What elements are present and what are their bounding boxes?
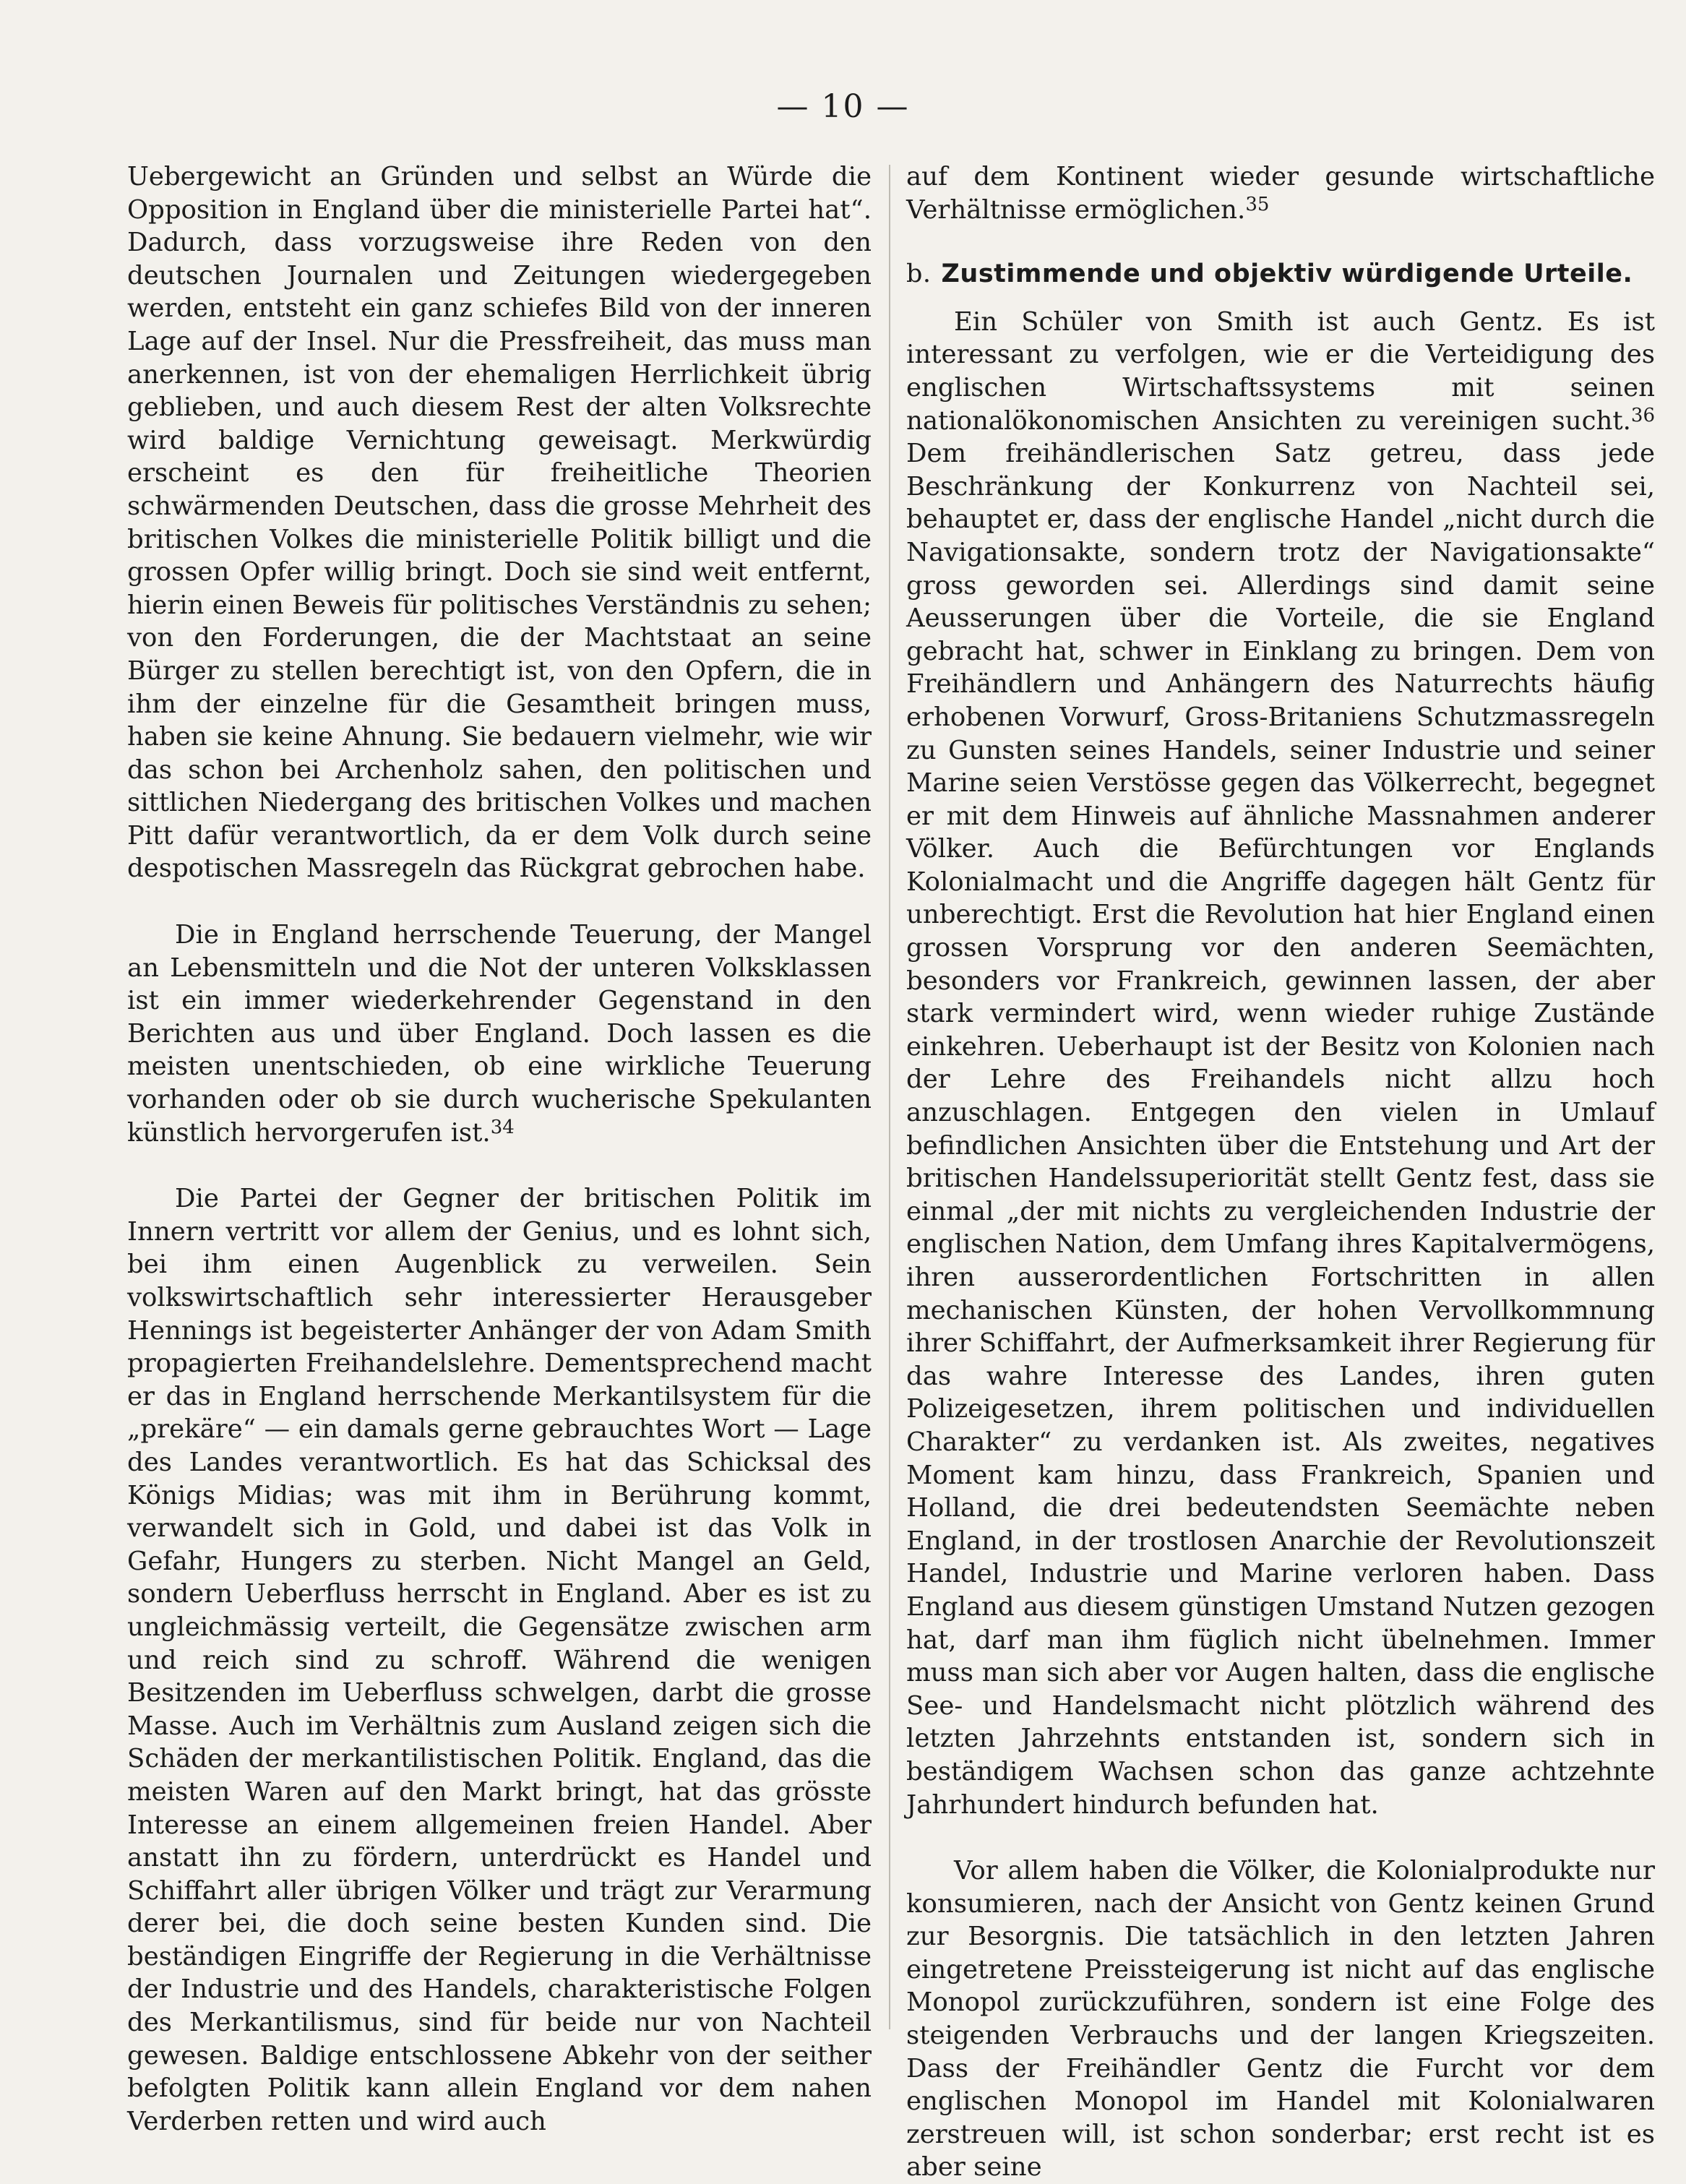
paragraph-text: Dem freihändlerischen Satz getreu, dass jede Beschränkung der Konkurrenz von Nachteil sei, behauptet er, dass der englische Handel „nicht durch die Navigationsakte, sondern trotz der Navigationsakte“ gross geworden sei. Allerdings sind damit seine Aeusserungen über die Vorteile, die sie England gebracht hat, schwer in Einklang zu bringen. Dem von Freihändlern und Anhängern des Naturrechts häufig erhobenen Vorwurf, Gross-Britaniens Schutzmassregeln zu Gunsten seines Handels, seiner Industrie und seiner Marine seien Verstösse gegen das Völkerrecht, begegnet er mit dem Hinweis auf ähnliche Massnahmen anderer Völker. Auch die Befürchtungen vor Englands Kolonialmacht und die Angriffe dagegen hält Gentz für unberechtigt. Erst die Revolution hat hier England einen grossen Vorsprung vor den anderen Seemächten, besonders vor Frankreich, gewinnen lassen, der aber stark vermindert wird, wenn wieder ruhige Zustände einkehren. Ueberhaupt ist der Besitz von Kolonien nach der Lehre des Freihandels nicht allzu hoch anzuschlagen. Entgegen den vielen in Umlauf befindlichen Ansichten über die Entstehung und Art der britischen Handelssuperiorität stellt Gentz fest, dass sie einmal „der mit nichts zu vergleichenden Industrie der englischen Nation, dem Umfang ihres Kapitalvermögens, ihren ausserordentlichen Fortschritten in allen mechanischen Künsten, der hohen Vervollkommnung ihrer Schiffahrt, der Aufmerksamkeit ihrer Regierung für das wahre Interesse des Landes, ihren guten Polizeigesetzen, ihrem politischen und individuellen Charakter“ zu verdanken ist. Als zweites, negatives Moment kam hinzu, dass Frankreich, Spanien und Holland, die drei bedeutendsten Seemächte neben England, in der trostlosen Anarchie der Revolutionszeit Handel, Industrie und Marine verloren haben. Dass England aus diesem günstigen Umstand Nutzen gezogen hat, darf man ihm füglich nicht übelnehmen. Immer muss man sich aber vor Augen halten, dass die englische See- und Handelsmacht nicht plötzlich während des letzten Jahrzehnts entstanden ist, sondern sich in beständigem Wachsen schon das ganze achtzehnte Jahrhundert hindurch befunden hat.: [906, 439, 1655, 1820]
paragraph: [127, 1182, 872, 2138]
paragraph-text: Vor allem haben die Völker, die Kolonialprodukte nur konsumieren, nach der Ansicht von Gentz keinen Grund zur Besorgnis. Die tatsächlich in den letzten Jahren eingetretene Preissteigerung ist nicht auf das englische Monopol zurückzuführen, sondern ist eine Folge des steigenden Verbrauchs und der langen Kriegszeiten. Dass der Freihändler Gentz die Furcht vor dem englischen Monopol im Handel mit Kolonialwaren zerstreuen will, ist schon sonderbar; erst recht ist es aber seine: [906, 1856, 1655, 2183]
footnote-marker: 34: [490, 1116, 515, 1138]
section-heading: [906, 258, 1655, 291]
paragraph-text: Die in England herrschende Teuerung, der Mangel an Lebensmitteln und die Not der unteren Volksklassen ist ein immer wiederkehrender Gegenstand in den Berichten aus und über England. Doch lassen es die meisten unentschieden, ob eine wirkliche Teuerung vorhanden oder ob sie durch wucherische Spekulanten künstlich hervorgerufen ist.: [127, 920, 872, 1148]
section-title: Zustimmende und objektiv würdigende Urteile.: [941, 259, 1633, 289]
paragraph: [127, 160, 872, 885]
paragraph-text: Die Partei der Gegner der britischen Politik im Innern vertritt vor allem der Genius, und es lohnt sich, bei ihm einen Augenblick zu verweilen. Sein volkswirtschaftlich sehr interessierter Herausgeber Hennings ist begeisterter Anhänger der von Adam Smith propagierten Freihandelslehre. Dementsprechend macht er das in England herrschende Merkantilsystem für die „prekäre“ — ein damals gerne gebrauchtes Wort — Lage des Landes verantwortlich. Es hat das Schicksal des Königs Midias; was mit ihm in Berührung kommt, verwandelt sich in Gold, und dabei ist das Volk in Gefahr, Hungers zu sterben. Nicht Mangel an Geld, sondern Ueberfluss herrscht in England. Aber es ist zu ungleichmässig verteilt, die Gegensätze zwischen arm und reich sind zu schroff. Während die wenigen Besitzenden im Ueberfluss schwelgen, darbt die grosse Masse. Auch im Verhältnis zum Ausland zeigen sich die Schäden der merkantilistischen Politik. England, das die meisten Waren auf den Markt bringt, hat das grösste Interesse an einem allgemeinen freien Handel. Aber anstatt ihn zu fördern, unterdrückt es Handel und Schiffahrt aller übrigen Völker und trägt zur Verarmung derer bei, die doch seine besten Kunden sind. Die beständigen Eingriffe der Regierung in die Verhältnisse der Industrie und des Handels, charakteristische Folgen des Merkantilismus, sind für beide nur von Nachteil gewesen. Baldige entschlossene Abkehr von der seither befolgten Politik kann allein England vor dem nahen Verderben retten und wird auch: [127, 1184, 872, 2136]
paragraph: [127, 919, 872, 1149]
right-column: [906, 160, 1655, 2184]
column-divider: [889, 165, 890, 2029]
paragraph: [906, 306, 1655, 1821]
left-column: [127, 160, 872, 2138]
page-number: — 10 —: [776, 88, 910, 125]
paragraph: [906, 160, 1655, 226]
footnote-marker: 36: [1630, 404, 1655, 426]
footnote-marker: 35: [1245, 193, 1270, 215]
paragraph-text: Uebergewicht an Gründen und selbst an Würde die Opposition in England über die ministerielle Partei hat“. Dadurch, dass vorzugsweise ihre Reden von den deutschen Journalen und Zeitungen wiedergegeben werden, entsteht ein ganz schiefes Bild von der inneren Lage auf der Insel. Nur die Pressfreiheit, das muss man anerkennen, ist von der ehemaligen Herrlichkeit übrig geblieben, und auch diesem Rest der alten Volksrechte wird baldige Vernichtung geweisagt. Merkwürdig erscheint es den für freiheitliche Theorien schwärmenden Deutschen, dass die grosse Mehrheit des britischen Volkes die ministerielle Politik billigt und die grossen Opfer willig bringt. Doch sie sind weit entfernt, hierin einen Beweis für politisches Verständnis zu sehen; von den Forderungen, die der Machtstaat an seine Bürger zu stellen berechtigt ist, von den Opfern, die in ihm der einzelne für die Gesamtheit bringen muss, haben sie keine Ahnung. Sie bedauern vielmehr, wie wir das schon bei Archenholz sahen, den politischen und sittlichen Niedergang des britischen Volkes und machen Pitt dafür verantwortlich, da er dem Volk durch seine despotischen Massregeln das Rückgrat gebrochen habe.: [127, 162, 872, 884]
paragraph-text: auf dem Kontinent wieder gesunde wirtschaftliche Verhältnisse ermöglichen.: [906, 162, 1655, 225]
paragraph: [906, 1854, 1655, 2184]
section-label: b.: [906, 259, 932, 289]
paragraph-text: Ein Schüler von Smith ist auch Gentz. Es ist interessant zu verfolgen, wie er die Verteidigung des englischen Wirtschaftssystems mit seinen nationalökonomischen Ansichten zu vereinigen sucht.: [906, 306, 1655, 436]
